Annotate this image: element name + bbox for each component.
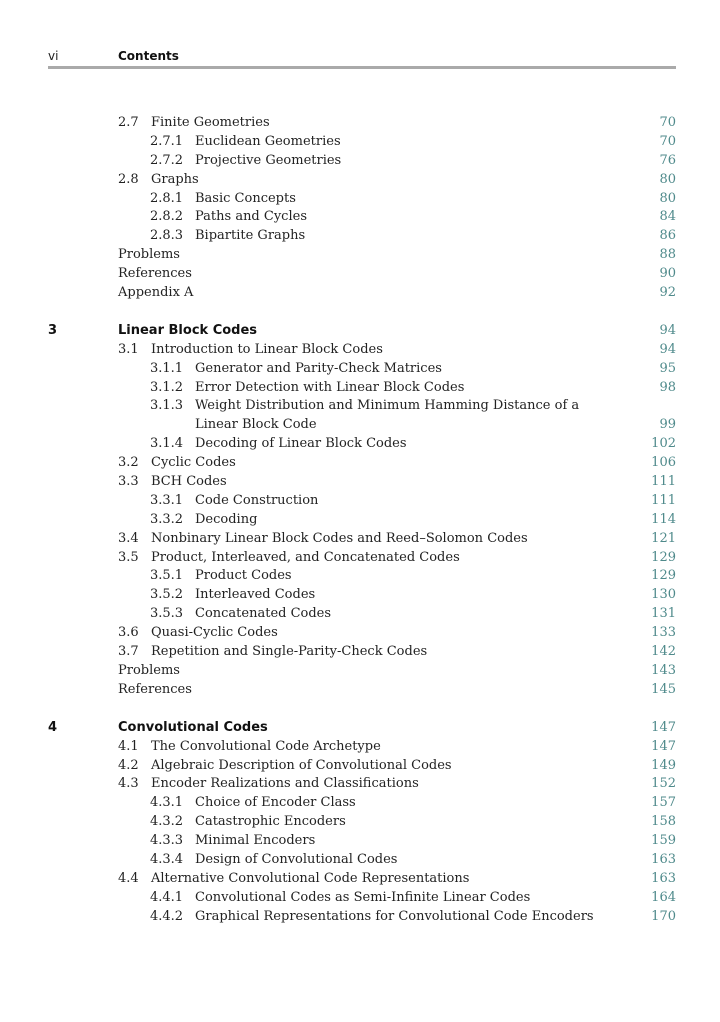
section-title: Graphs [151, 171, 199, 187]
header-rule [48, 66, 676, 69]
page-link[interactable]: 133 [651, 625, 676, 641]
toc-entry-title[interactable] [150, 889, 530, 908]
section-number: 4.1 [118, 738, 139, 754]
toc-entry-row [0, 360, 720, 379]
section-number: 3.1 [118, 341, 139, 357]
toc-entry-title[interactable] [118, 662, 180, 681]
toc-entry-row [0, 794, 720, 813]
chapter-number: 3 [48, 322, 58, 338]
section-number: 3.2 [118, 455, 139, 471]
page-link[interactable]: 80 [659, 190, 676, 206]
page-link[interactable]: 149 [651, 757, 676, 773]
section-title: Finite Geometries [151, 115, 270, 130]
section-number: 3.1.4 [150, 436, 184, 452]
section-number: 3.5.3 [150, 606, 184, 622]
toc-chapter-row [0, 322, 720, 341]
toc-entry-row [0, 851, 720, 870]
toc-entry-title[interactable] [118, 643, 427, 662]
toc-entry-row [0, 265, 720, 284]
page-link[interactable]: 84 [659, 209, 676, 225]
page-number: vi [48, 49, 59, 63]
toc-entry-title[interactable] [118, 265, 192, 284]
running-header [0, 47, 720, 67]
chapter-number: 4 [48, 719, 58, 735]
page-link[interactable]: 121 [651, 530, 676, 546]
toc-entry-title[interactable] [118, 624, 278, 643]
section-number: 2.7.1 [150, 133, 184, 149]
section-number: 4.4.1 [150, 889, 184, 905]
page-link[interactable]: 111 [651, 492, 676, 508]
section-number: 4.4.2 [150, 908, 184, 924]
page-link[interactable]: 164 [651, 889, 676, 905]
toc-entry-title[interactable] [118, 738, 381, 757]
toc-entry-row [0, 530, 720, 549]
section-number: 3.5 [118, 549, 139, 565]
toc-entry-title[interactable] [150, 133, 341, 152]
section-number: 3.6 [118, 625, 139, 641]
section-title: Interleaved Codes [195, 587, 316, 603]
section-number: 3.3 [118, 474, 139, 490]
section-title: References [118, 681, 192, 697]
section-title: Alternative Convolutional Code Representations [151, 870, 470, 886]
section-number: 4.3.2 [150, 814, 184, 830]
toc-entry-row [0, 133, 720, 152]
page-link[interactable]: 159 [651, 833, 676, 849]
page-link[interactable]: 157 [651, 795, 676, 811]
toc-entry-title[interactable] [118, 322, 257, 341]
section-title: Concatenated Codes [195, 606, 332, 622]
page-link[interactable]: 114 [651, 511, 676, 527]
toc-entry-title[interactable] [150, 190, 296, 209]
page-link[interactable]: 99 [659, 417, 676, 433]
toc-entry-row [0, 908, 720, 927]
toc-entry-title[interactable] [118, 549, 460, 568]
toc-entry-row [0, 152, 720, 171]
toc-entry-title[interactable] [150, 379, 464, 398]
section-title: Cyclic Codes [151, 455, 236, 471]
section-title: Catastrophic Encoders [195, 814, 346, 830]
section-title: Basic Concepts [195, 190, 296, 206]
page-link[interactable]: 95 [659, 360, 676, 376]
toc-entry-row [0, 416, 720, 435]
toc-entry-row [0, 284, 720, 303]
toc-entry-title[interactable] [150, 605, 331, 624]
page-link[interactable]: 76 [659, 152, 676, 168]
page-link[interactable]: 131 [651, 606, 676, 622]
toc-entry-row [0, 624, 720, 643]
section-title: Bipartite Graphs [195, 228, 306, 244]
toc-entry-title[interactable] [118, 284, 193, 303]
section-title: The Convolutional Code Archetype [151, 738, 381, 754]
section-title: Euclidean Geometries [195, 133, 341, 149]
toc-entry-row [0, 454, 720, 473]
toc-entry-row [0, 738, 720, 757]
section-number: 2.8.2 [150, 209, 184, 225]
section-title: Nonbinary Linear Block Codes and Reed–Solomon Codes [151, 530, 528, 546]
toc-entry-row [0, 397, 720, 416]
section-title: Linear Block Codes [118, 322, 258, 338]
toc-entry-title[interactable] [118, 775, 419, 794]
page-link[interactable]: 90 [659, 266, 676, 282]
page-link[interactable]: 106 [651, 455, 676, 471]
section-number: 4.3.3 [150, 833, 184, 849]
section-title: Generator and Parity-Check Matrices [195, 360, 442, 376]
toc-entry-row [0, 246, 720, 265]
page-link[interactable]: 98 [659, 379, 676, 395]
section-number: 2.8 [118, 171, 139, 187]
section-title: Repetition and Single-Parity-Check Codes [151, 644, 428, 660]
toc-entry-title[interactable] [150, 511, 257, 530]
toc-entry-row [0, 171, 720, 190]
section-title: Algebraic Description of Convolutional Codes [151, 757, 452, 773]
toc-entry-title[interactable] [118, 870, 469, 889]
section-number: 3.3.1 [150, 492, 184, 508]
section-title: Introduction to Linear Block Codes [151, 341, 383, 357]
toc-entry-row [0, 889, 720, 908]
section-title: Paths and Cycles [195, 209, 307, 225]
toc-entry-title[interactable] [150, 794, 356, 813]
page-link[interactable]: 158 [651, 814, 676, 830]
section-title: Problems [118, 662, 180, 678]
section-title: Product Codes [195, 568, 292, 584]
page-link[interactable]: 102 [651, 436, 676, 452]
section-title: Appendix A [118, 285, 194, 301]
toc-entry-title[interactable] [150, 360, 442, 379]
toc-entry-row [0, 511, 720, 530]
toc-entry-row [0, 190, 720, 209]
toc-entry-title[interactable] [150, 152, 341, 171]
section-title: Convolutional Codes as Semi-Infinite Linear Codes [195, 889, 531, 905]
toc-entry-title[interactable] [150, 813, 346, 832]
section-title: Linear Block Code [195, 417, 317, 433]
section-number: 2.8.1 [150, 190, 184, 206]
section-number: 4.3 [118, 776, 139, 792]
toc-entry-row [0, 208, 720, 227]
page-link[interactable]: 94 [659, 322, 676, 338]
toc-entry-row [0, 832, 720, 851]
toc-entry-title[interactable] [118, 341, 383, 360]
toc-entry-title[interactable] [118, 473, 227, 492]
toc-entry-row [0, 870, 720, 889]
toc-entry-title[interactable] [150, 832, 315, 851]
page-link[interactable]: 145 [651, 681, 676, 697]
section-title: Minimal Encoders [195, 833, 316, 849]
toc-entry-title[interactable] [195, 416, 317, 435]
section-number: 2.7.2 [150, 152, 184, 168]
toc-entry-title[interactable] [118, 114, 270, 133]
toc-entry-row [0, 681, 720, 700]
section-title: Design of Convolutional Codes [195, 851, 398, 867]
section-title: Code Construction [195, 492, 319, 508]
section-number: 2.7 [118, 115, 139, 130]
running-title: Contents [118, 49, 179, 63]
page-link[interactable]: 170 [651, 908, 676, 924]
section-title: Decoding of Linear Block Codes [195, 436, 407, 452]
section-title: Problems [118, 247, 180, 263]
section-number: 4.3.1 [150, 795, 184, 811]
page-link[interactable]: 163 [651, 851, 676, 867]
toc-entry-row [0, 775, 720, 794]
toc-entry-row [0, 662, 720, 681]
toc-entry-row [0, 341, 720, 360]
page-link[interactable]: 152 [651, 776, 676, 792]
section-number: 4.2 [118, 757, 139, 773]
toc-entry-row [0, 757, 720, 776]
toc-entry-row [0, 605, 720, 624]
section-title: Choice of Encoder Class [195, 795, 356, 811]
section-number: 3.1.3 [150, 398, 184, 414]
section-number: 3.5.2 [150, 587, 184, 603]
toc-entry-row [0, 643, 720, 662]
section-title: Graphical Representations for Convolutional Code Encoders [195, 908, 594, 924]
section-number: 3.7 [118, 644, 139, 660]
toc-entry-title[interactable] [150, 851, 397, 870]
toc-entry-title[interactable] [118, 757, 452, 776]
page-link[interactable]: 94 [659, 341, 676, 357]
page-link[interactable]: 147 [651, 738, 676, 754]
section-number: 3.1.1 [150, 360, 184, 376]
section-number: 3.5.1 [150, 568, 184, 584]
toc-entry-title[interactable] [118, 719, 268, 738]
toc-entry-title[interactable] [150, 208, 307, 227]
toc-chapter-row [0, 719, 720, 738]
page-link[interactable]: 129 [651, 549, 676, 565]
toc-entry-row [0, 227, 720, 246]
section-title: Encoder Realizations and Classifications [151, 776, 419, 792]
section-title: Convolutional Codes [118, 719, 268, 735]
toc-entry-row [0, 586, 720, 605]
toc-entry-row [0, 813, 720, 832]
section-number: 4.3.4 [150, 851, 184, 867]
page-link[interactable]: 143 [651, 662, 676, 678]
page-link[interactable]: 70 [659, 133, 676, 149]
toc-entry-row [0, 492, 720, 511]
page-link[interactable]: 163 [651, 870, 676, 886]
toc-entry-title[interactable] [150, 397, 579, 416]
toc-entry-row [0, 435, 720, 454]
section-number: 3.1.2 [150, 379, 184, 395]
section-title: Product, Interleaved, and Concatenated Codes [151, 549, 460, 565]
toc-entry-row [0, 114, 720, 133]
page-link[interactable]: 88 [659, 247, 676, 263]
section-number: 3.4 [118, 530, 139, 546]
table-of-contents [0, 114, 720, 927]
toc-entry-title[interactable] [118, 530, 528, 549]
toc-entry-title[interactable] [150, 586, 315, 605]
toc-entry-title[interactable] [150, 908, 594, 927]
page-link[interactable]: 70 [659, 115, 676, 130]
toc-entry-title[interactable] [150, 227, 305, 246]
section-number: 2.8.3 [150, 228, 184, 244]
toc-entry-title[interactable] [118, 246, 180, 265]
section-number: 4.4 [118, 870, 139, 886]
toc-entry-title[interactable] [150, 492, 318, 511]
page-link[interactable]: 92 [659, 285, 676, 301]
section-title: Error Detection with Linear Block Codes [195, 379, 465, 395]
section-title: References [118, 266, 192, 282]
section-title: Quasi-Cyclic Codes [151, 625, 278, 641]
page-link[interactable]: 129 [651, 568, 676, 584]
toc-entry-title[interactable] [150, 567, 292, 586]
page-link[interactable]: 111 [651, 474, 676, 490]
toc-entry-row [0, 567, 720, 586]
section-title: Weight Distribution and Minimum Hamming Distance of a [195, 398, 580, 414]
page-link[interactable]: 142 [651, 644, 676, 660]
section-number: 3.3.2 [150, 511, 184, 527]
page-link[interactable]: 80 [659, 171, 676, 187]
toc-entry-title[interactable] [118, 171, 199, 190]
section-title: Projective Geometries [195, 152, 342, 168]
toc-entry-row [0, 473, 720, 492]
toc-entry-title[interactable] [118, 681, 192, 700]
section-title: Decoding [195, 511, 258, 527]
section-title: BCH Codes [151, 474, 227, 490]
toc-entry-row [0, 549, 720, 568]
page-link[interactable]: 130 [651, 587, 676, 603]
page-link[interactable]: 86 [659, 228, 676, 244]
page-link[interactable]: 147 [651, 719, 676, 735]
toc-entry-title[interactable] [118, 454, 236, 473]
toc-entry-row [0, 379, 720, 398]
toc-entry-title[interactable] [150, 435, 407, 454]
